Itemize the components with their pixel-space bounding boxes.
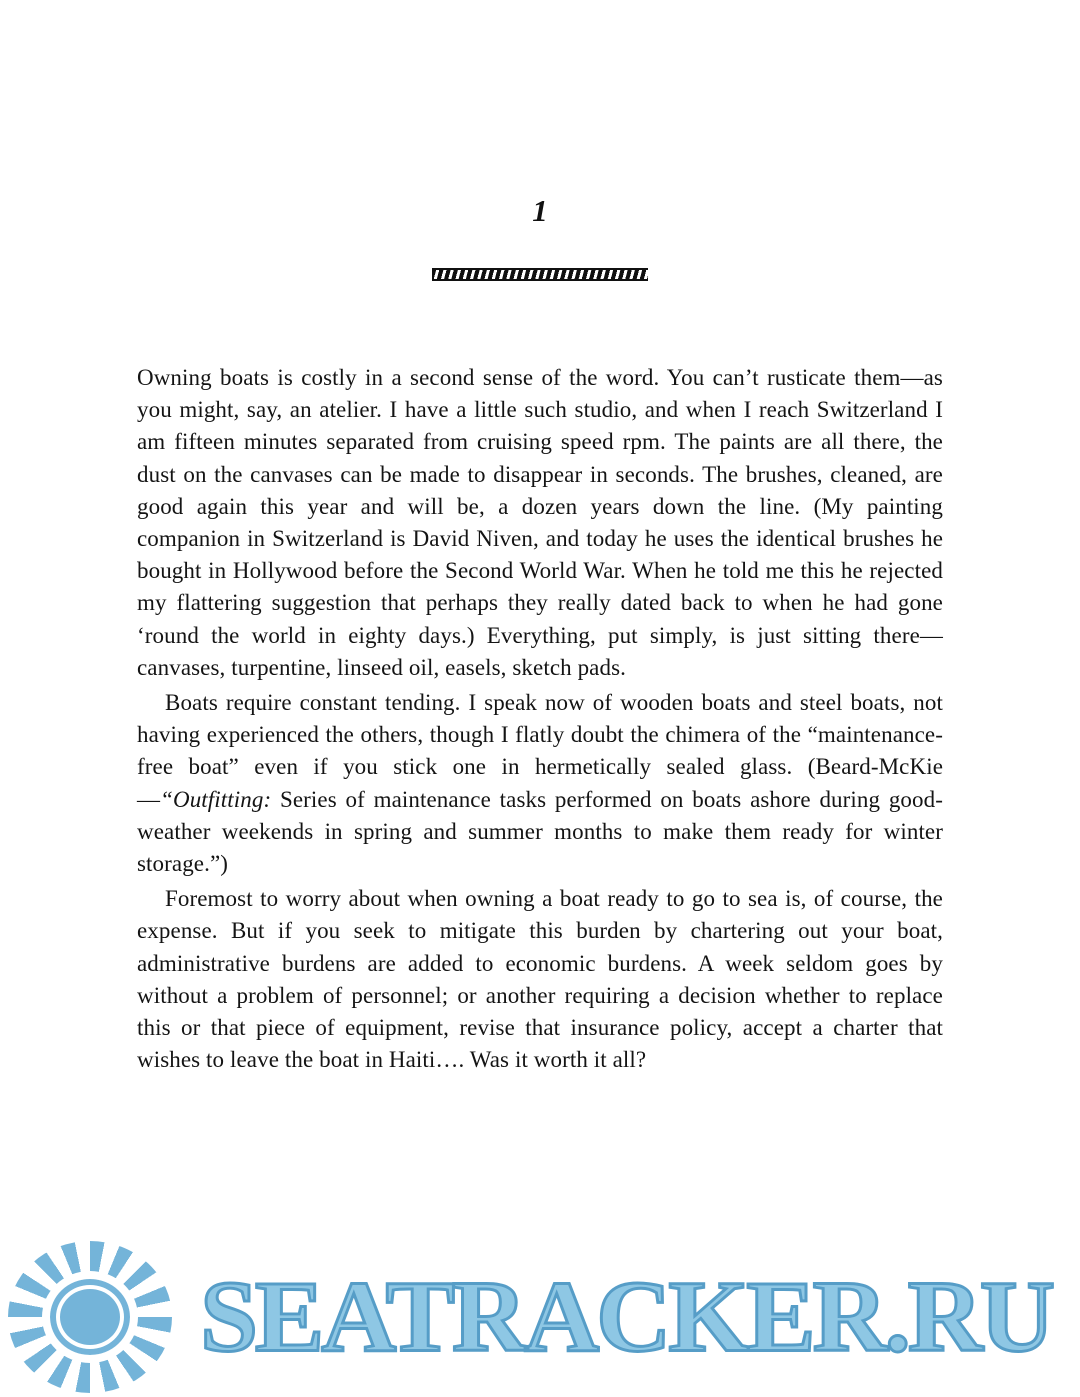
text-run: Series of maintenance tasks performed on boats ashore during good-weather weekends in spring and summer months to make them ready for winter storage.”) bbox=[137, 786, 943, 877]
paragraph-1 bbox=[137, 362, 943, 684]
text-run: Foremost to worry about when owning a boat ready to go to sea is, of course, the expense. But if you seek to mitigate this burden by chartering out your boat, administrative burdens are added to economic burdens. A week seldom goes by without a problem of personnel; or another requiring a decision whether to replace this or that piece of equipment, revise that insurance policy, accept a charter that wishes to leave the boat in Haiti…. Was it worth it all? bbox=[137, 886, 943, 1073]
watermark-text: SEATRACKER.RU bbox=[200, 1260, 1052, 1373]
body-text bbox=[137, 362, 943, 1079]
sun-core-icon bbox=[42, 1271, 138, 1363]
paragraph-3 bbox=[137, 883, 943, 1076]
text-run: Boats require constant tending. I speak now of wooden boats and steel boats, not having experienced the others, though I flatly doubt the chimera of the “maintenance-free boat” even if you stick one in hermetically sealed glass. (Beard-McKie— bbox=[137, 690, 943, 812]
watermark bbox=[0, 1237, 1080, 1397]
chapter-number: 1 bbox=[532, 193, 548, 228]
rope-divider-ornament bbox=[432, 268, 648, 281]
text-run-italic: “Outfitting: bbox=[160, 786, 272, 812]
sun-logo-icon bbox=[8, 1241, 172, 1393]
paragraph-2 bbox=[137, 687, 943, 880]
text-run: Owning boats is costly in a second sense of the word. You can’t rusticate them—as you might, say, an atelier. I have a little such studio, and when I reach Switzerland I am fifteen minutes separated from cruising speed rpm. The paints are all there, the dust on the canvases can be made to disappear in seconds. The brushes, cleaned, are good again this year and will be, a dozen years down the line. (My painting companion in Switzerland is David Niven, and today he uses the identical brushes he bought in Hollywood before the Second World War. When he told me this he rejected my flattering suggestion that perhaps they really dated back to when he had gone ‘round the world in eighty days.) Everything, put simply, is just sitting there—canvases, turpentine, linseed oil, easels, sketch pads. bbox=[137, 365, 943, 680]
